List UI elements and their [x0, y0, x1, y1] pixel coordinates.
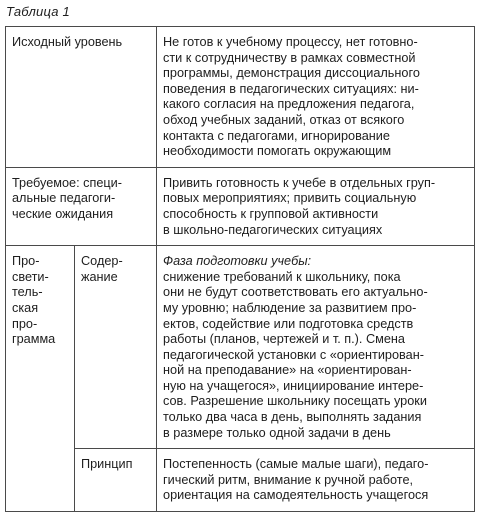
content-table [5, 26, 475, 512]
initial-level-text: Не готов к учебному процессу, нет готовно- сти к сотрудничеству в рамках совместной программы, демонстрация диссоциального поведения в педагогических ситуациях: ни- какого согласия на предложения педагога, обход учебных заданий, отказ от всякого контакта с педагогами, игнорирование необходимости помогать окружающим [157, 27, 475, 168]
principle-label: Принцип [75, 449, 157, 512]
table-row-program-content [6, 246, 475, 449]
phase-heading: Фаза подготовки учебы: [163, 254, 312, 269]
content-text: снижение требований к школьнику, пока они не будут соответствовать его актуально- му уровню; наблюдение за развитием про- ектов, содействие или подготовка средств работы (планов, чертежей и т. п.). Смена педагогической установки с «ориентирован- ной на преподавание» на «ориентирован- ную на учащегося», инициирование интере- сов. Разрешение школьнику посещать уроки только два часа в день, выполнять задания в размере только одной задачи в день [163, 269, 428, 440]
principle-text: Постепенность (самые малые шаги), педаго- гический ритм, внимание к ручной работе, ориентация на самодеятельность учащегося [157, 449, 475, 512]
table-row-program-principle [6, 449, 475, 512]
initial-level-label: Исходный уровень [6, 27, 157, 168]
table-caption: Таблица 1 [6, 4, 70, 19]
table-row-initial [6, 27, 475, 168]
required-level-text: Привить готовность к учебе в отдельных груп- повых мероприятиях; привить социальную способность к групповой активности в школьно-педагогических ситуациях [157, 167, 475, 245]
required-level-label: Требуемое: специ- альные педагоги- ческие ожидания [6, 167, 157, 245]
program-label: Про- свети- тель- ская про- грамма [6, 246, 75, 512]
content-cell [157, 246, 475, 449]
table-row-required [6, 167, 475, 245]
content-label: Содер- жание [75, 246, 157, 449]
